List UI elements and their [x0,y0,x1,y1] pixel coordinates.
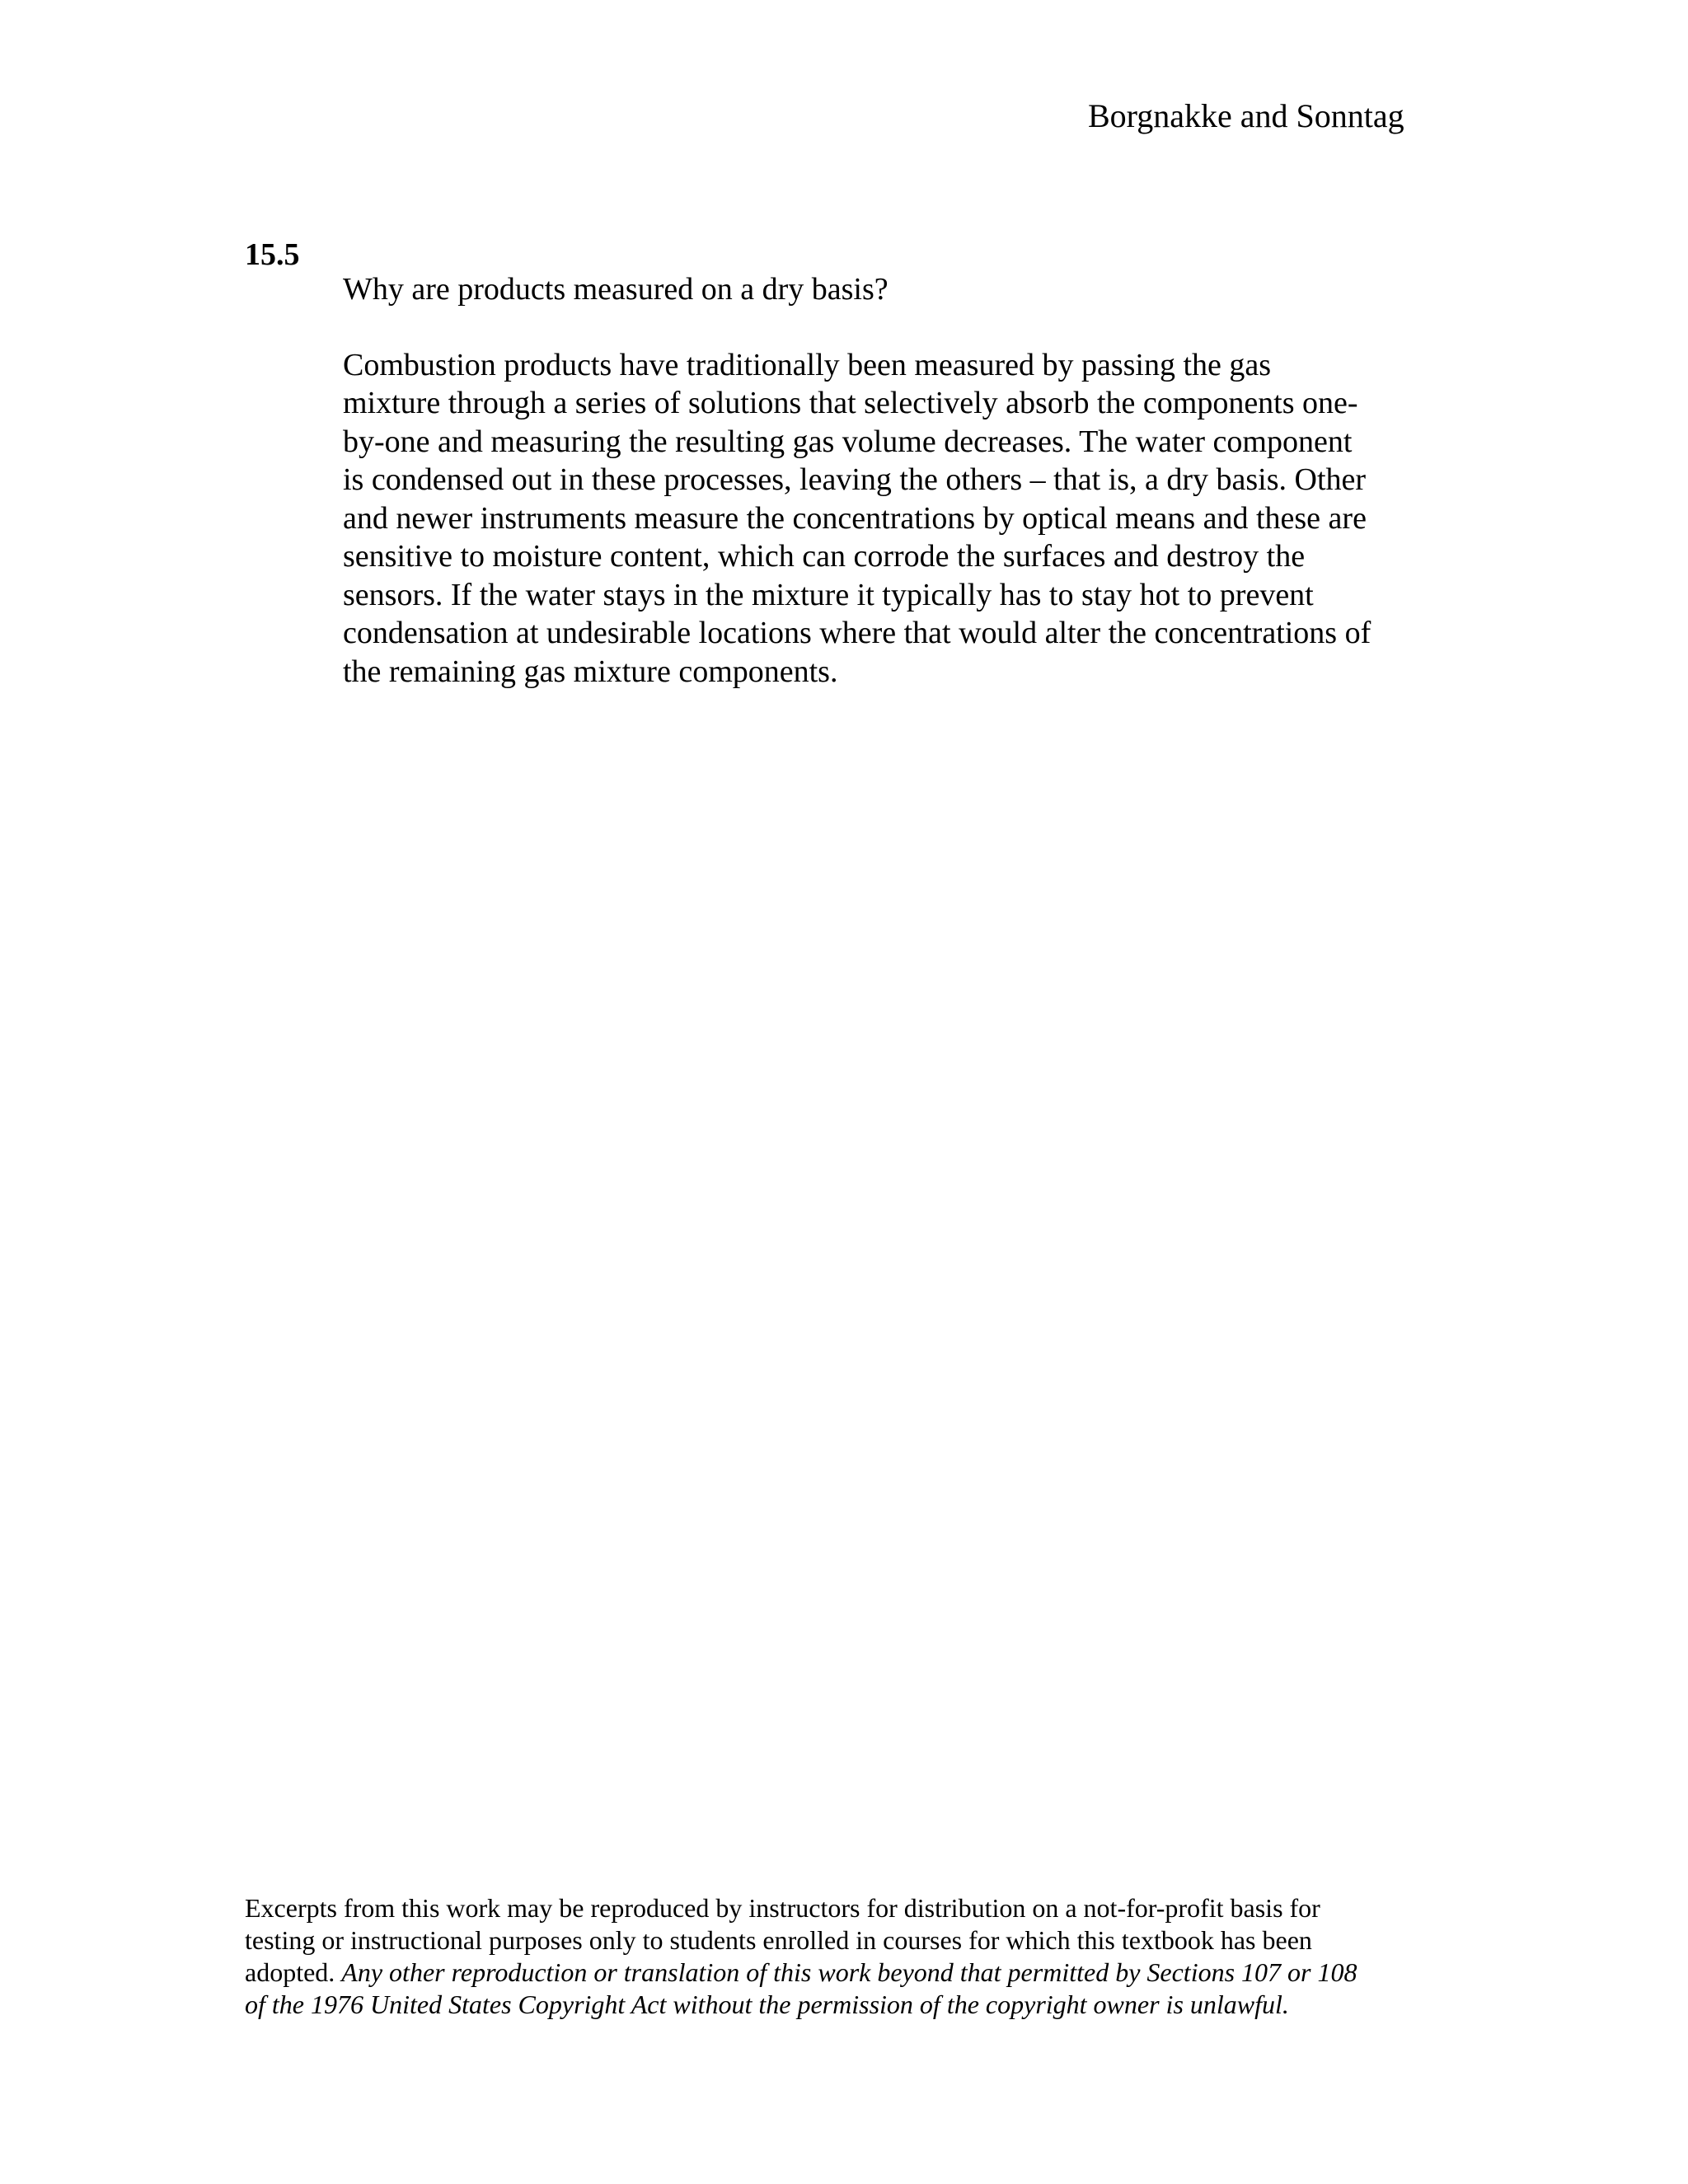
copyright-line: testing or instructional purposes only to students enrolled in courses for which this textbook has been [245,1925,1312,1955]
answer-line: is condensed out in these processes, leaving the others – that is, a dry basis. Other [343,462,1367,497]
answer-line: sensors. If the water stays in the mixture it typically has to stay hot to prevent [343,577,1314,612]
copyright-line-normal: adopted. [245,1957,342,1987]
copyright-notice [245,1892,1440,2021]
answer-line: and newer instruments measure the concentrations by optical means and these are [343,500,1367,536]
answer-line: condensation at undesirable locations where that would alter the concentrations of [343,616,1372,650]
problem-number: 15.5 [245,237,300,272]
copyright-line-italic: of the 1976 United States Copyright Act without the permission of the copyright owner is unlawful. [245,1990,1289,2019]
answer-line: by-one and measuring the resulting gas volume decreases. The water component [343,424,1353,459]
copyright-line [245,1957,1440,1989]
answer-line: Combustion products have traditionally been measured by passing the gas [343,347,1272,382]
problem-answer [343,346,1431,691]
problem-content [343,270,1431,691]
answer-line: mixture through a series of solutions that selectively absorb the components one- [343,386,1358,420]
copyright-line: Excerpts from this work may be reproduced by instructors for distribution on a not-for-profit basis for [245,1893,1320,1923]
answer-line: the remaining gas mixture components. [343,654,838,689]
problem-question: Why are products measured on a dry basis? [343,272,889,307]
page-header-authors: Borgnakke and Sonntag [1088,97,1404,134]
copyright-line-italic: Any other reproduction or translation of this work beyond that permitted by Sections 107 or 108 [341,1957,1357,1987]
answer-line: sensitive to moisture content, which can corrode the surfaces and destroy the [343,539,1306,574]
